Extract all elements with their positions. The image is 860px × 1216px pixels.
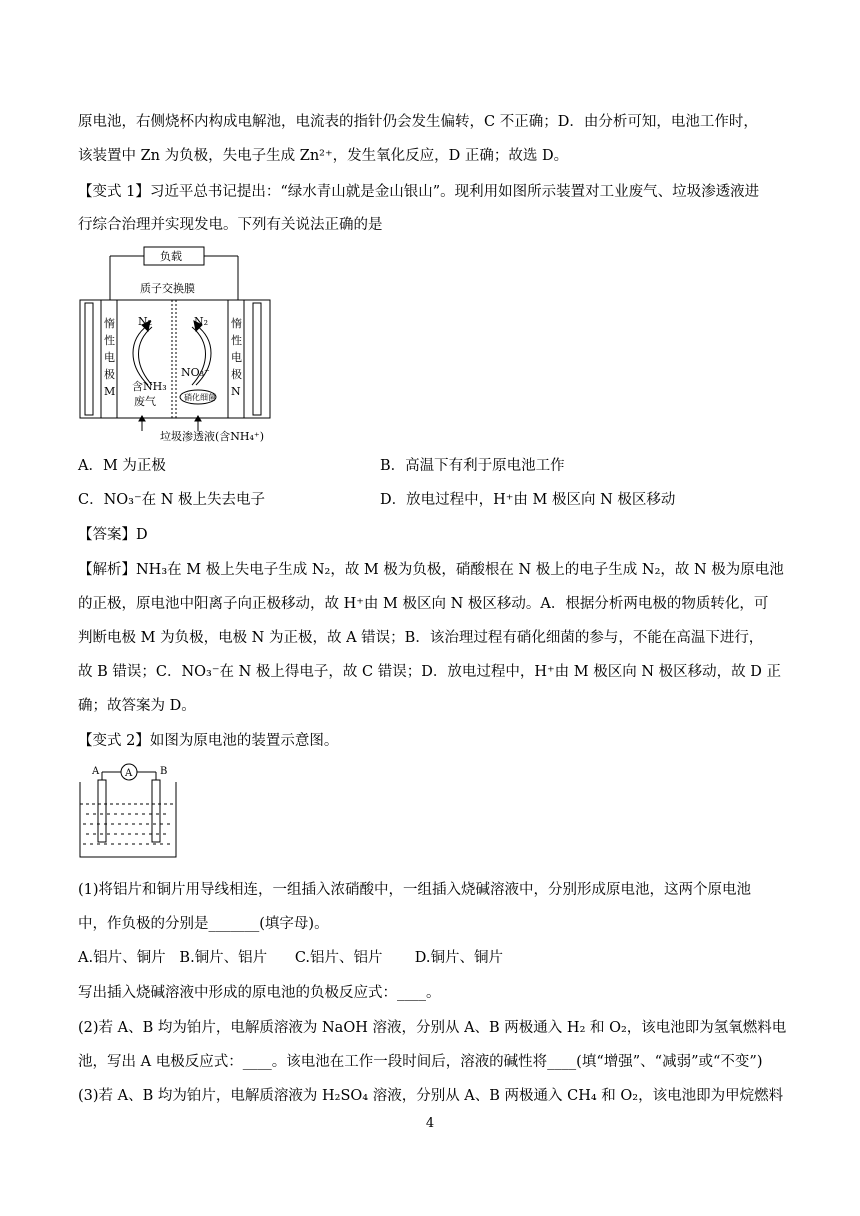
electrode-a [98, 780, 106, 842]
analysis-line: 【解析】NH₃在 M 极上失电子生成 N₂，故 M 极为负极，硝酸根在 N 极上的电子生成 N₂，故 N 极为原电池 [78, 562, 784, 578]
text-line: 该装置中 Zn 为负极，失电子生成 Zn²⁺，发生氧化反应，D 正确；故选 D。 [78, 148, 569, 164]
galvanic-cell-diagram [78, 762, 178, 862]
leachate-label: 垃圾渗透液(含NH₄⁺) [160, 430, 265, 443]
analysis-line: 判断电极 M 为负极，电极 N 为正极，故 A 错误；B．该治理过程有硝化细菌的参与，不能在高温下进行， [78, 630, 764, 646]
text-line: 原电池，右侧烧杯内构成电解池，电流表的指针仍会发生偏转，C 不正确；D．由分析可知，电池工作时， [78, 114, 758, 130]
page-number: 4 [425, 1116, 435, 1131]
question-2-line: 池，写出 A 电极反应式：____。该电池在工作一段时间后，溶液的碱性将____(填“增强”、“减弱”或“不变”) [78, 1054, 763, 1070]
electrode-m-char: 电 [104, 351, 115, 364]
analysis-line: 故 B 错误；C．NO₃⁻在 N 极上得电子，故 C 错误；D．放电过程中，H⁺由 M 极区向 N 极区移动，故 D 正 [78, 664, 781, 680]
membrane-label: 质子交换膜 [140, 282, 195, 295]
label-a: A [92, 766, 100, 777]
question-3-line: (3)若 A、B 均为铂片，电解质溶液为 H₂SO₄ 溶液，分别从 A、B 两极通入 CH₄ 和 O₂，该电池即为甲烷燃料 [78, 1088, 784, 1104]
beaker [80, 782, 176, 857]
electrode-b [152, 780, 160, 842]
option-a: A．M 为正极 [78, 458, 166, 474]
question-2-line: (2)若 A、B 均为铂片，电解质溶液为 NaOH 溶液，分别从 A、B 两极通入 H₂ 和 O₂，该电池即为氢氧燃料电 [78, 1020, 787, 1036]
gas-label: 含NH₃ [132, 380, 167, 393]
nitrate-label: NO₃⁻ [181, 366, 210, 379]
gas-label: 废气 [134, 395, 156, 408]
fuel-cell-diagram [78, 245, 288, 443]
variant2-title: 【变式 2】如图为原电池的装置示意图。 [78, 733, 339, 749]
electrode-m-char: M [104, 385, 116, 398]
ammeter-label: A [125, 768, 133, 779]
electrode-n-char: 极 [231, 368, 242, 381]
load-label: 负载 [160, 250, 182, 263]
label-b: B [160, 766, 168, 777]
variant1-title: 【变式 1】习近平总书记提出：“绿水青山就是金山银山”。现利用如图所示装置对工业废气、垃圾渗透液进 [78, 184, 760, 200]
electrode-n-char: 惰 [231, 317, 242, 330]
analysis-line: 的正极，原电池中阳离子向正极移动，故 H⁺由 M 极区向 N 极区移动。A．根据分析两电极的物质转化，可 [78, 596, 769, 612]
question-1-line: 中，作负极的分别是_______(填字母)。 [78, 916, 329, 932]
question-1-choices: A.铝片、铜片 B.铜片、铝片 C.铝片、铝片 D.铜片、铜片 [78, 950, 503, 966]
bacteria-label: 硝化细菌 [184, 393, 216, 402]
n2-left-label: N₂ [138, 315, 153, 328]
n2-right-label: N₂ [194, 315, 209, 328]
electrode-n-char: 性 [231, 334, 242, 347]
option-b: B．高温下有利于原电池工作 [380, 458, 565, 474]
electrode-m-char: 极 [104, 368, 115, 381]
text-line: 行综合治理并实现发电。下列有关说法正确的是 [78, 217, 383, 233]
option-c: C．NO₃⁻在 N 极上失去电子 [78, 492, 266, 508]
analysis-line: 确；故答案为 D。 [78, 698, 196, 714]
electrode-m-char: 性 [104, 334, 115, 347]
electrode-n-char: N [231, 385, 241, 398]
electrode-m-char: 惰 [104, 317, 115, 330]
question-1-sub: 写出插入烧碱溶液中形成的原电池的负极反应式：____。 [78, 985, 441, 1001]
electrode-n-char: 电 [231, 351, 242, 364]
answer-line: 【答案】D [78, 527, 148, 543]
question-1-line: (1)将铝片和铜片用导线相连，一组插入浓硝酸中，一组插入烧碱溶液中，分别形成原电池，这两个原电池 [78, 882, 752, 898]
option-d: D．放电过程中，H⁺由 M 极区向 N 极区移动 [380, 492, 676, 508]
